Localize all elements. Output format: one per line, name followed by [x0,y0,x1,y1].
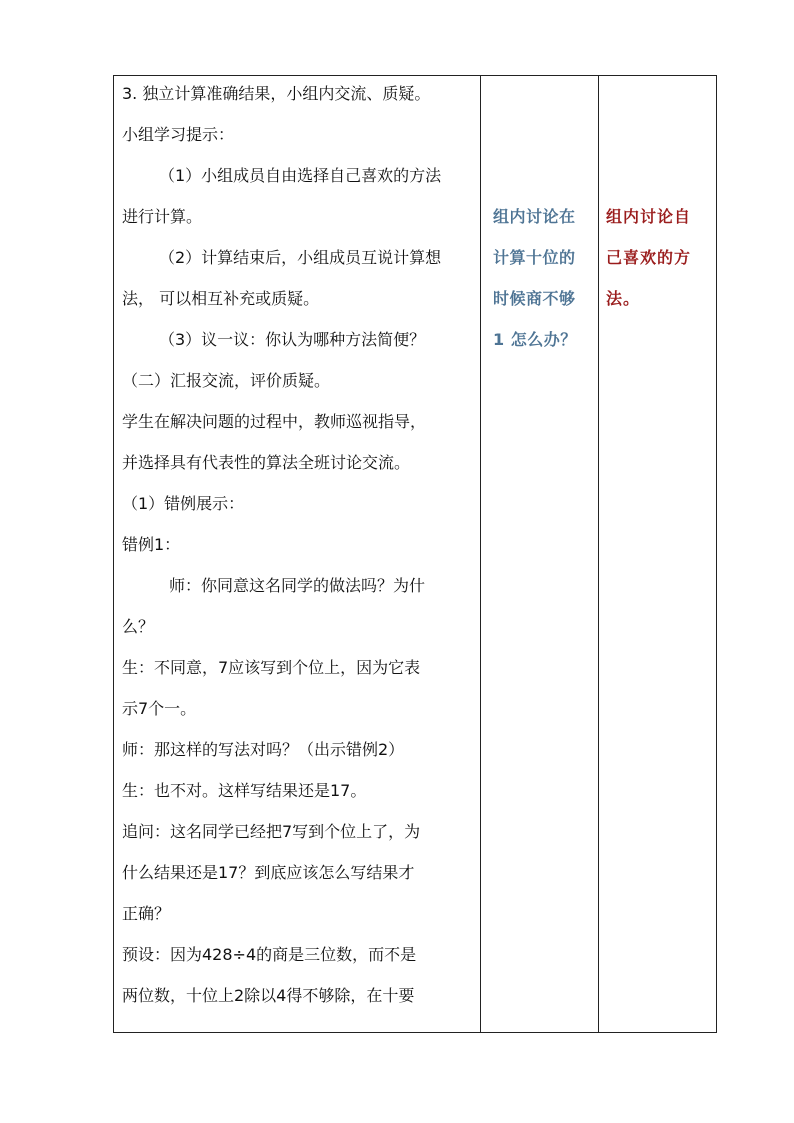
paragraph-line: 并选择具有代表性的算法全班讨论交流。 [122,453,411,472]
student-activity-text [481,76,598,350]
paragraph-line: 两位数，十位上2除以4得不够除，在十要 [122,986,415,1005]
lesson-plan-table [113,75,717,1033]
paragraph-line: （1）小组成员自由选择自己喜欢的方法 [159,166,442,185]
paragraph-line: 生：不同意，7应该写到个位上，因为它表 [122,658,421,677]
paragraph-line: 什么结果还是17？到底应该怎么写结果才 [122,863,415,882]
paragraph-line: 预设：因为428÷4的商是三位数，而不是 [122,945,417,964]
paragraph-line: （3）议一议：你认为哪种方法简便？ [159,330,426,349]
paragraph-line: 追问：这名同学已经把7写到个位上了，为 [122,822,421,841]
paragraph-line: 生：也不对。这样写结果还是17。 [122,781,367,800]
student-activity-cell [481,76,599,1033]
paragraph-line: 示7个一。 [122,699,197,718]
teaching-process-text [114,76,480,1006]
table-row [114,76,717,1033]
paragraph-line: （1）错例展示： [122,494,245,513]
paragraph-line: 法， 可以相互补充或质疑。 [122,289,320,308]
paragraph-line: 3. 独立计算准确结果，小组内交流、质疑。 [122,84,431,103]
design-intent-line: 己喜欢的方 [606,248,692,267]
design-intent-text [599,76,716,309]
paragraph-line: 师：你同意这名同学的做法吗？为什 [169,576,426,595]
paragraph-line: 进行计算。 [122,207,203,226]
design-intent-cell [599,76,717,1033]
paragraph-line: 么？ [122,617,155,636]
student-activity-line: 计算十位的 [493,248,576,267]
paragraph-line: 错例1： [122,535,181,554]
teaching-process-cell [114,76,481,1033]
paragraph-line: （二）汇报交流，评价质疑。 [122,371,331,390]
paragraph-line: 学生在解决问题的过程中，教师巡视指导， [122,412,427,431]
design-intent-line: 法。 [606,289,641,308]
paragraph-line: 小组学习提示： [122,125,235,144]
paragraph-line: 正确？ [122,904,171,923]
student-activity-line: 时候商不够 [493,289,576,308]
student-activity-line: 组内讨论在 [493,207,576,226]
student-activity-line: 1 怎么办？ [493,330,577,349]
paragraph-line: 师：那这样的写法对吗？（出示错例2） [122,740,405,759]
design-intent-line: 组内讨论自 [606,207,692,226]
paragraph-line: （2）计算结束后，小组成员互说计算想 [159,248,442,267]
